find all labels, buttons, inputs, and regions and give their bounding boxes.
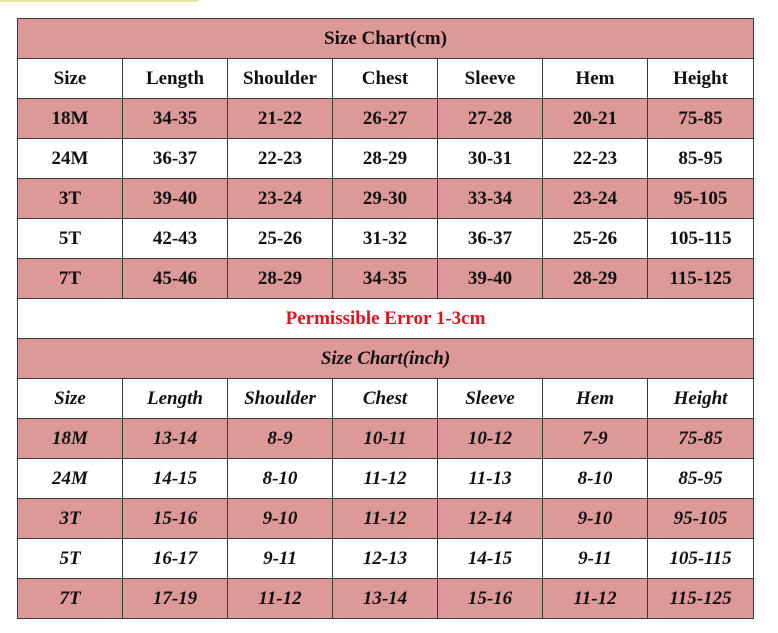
inch-header-chest: Chest xyxy=(333,379,438,419)
inch-cell-size: 3T xyxy=(18,499,123,539)
cm-cell-chest: 26-27 xyxy=(333,99,438,139)
inch-header-shoulder: Shoulder xyxy=(228,379,333,419)
cm-cell-hem: 23-24 xyxy=(543,179,648,219)
cm-cell-size: 24M xyxy=(18,139,123,179)
inch-header-size: Size xyxy=(18,379,123,419)
top-accent-line xyxy=(0,0,198,2)
cm-cell-length: 45-46 xyxy=(123,259,228,299)
cm-table-row xyxy=(18,99,754,139)
cm-cell-chest: 31-32 xyxy=(333,219,438,259)
inch-cell-chest: 10-11 xyxy=(333,419,438,459)
cm-table-row xyxy=(18,259,754,299)
inch-table-row xyxy=(18,419,754,459)
cm-header-chest: Chest xyxy=(333,59,438,99)
inch-cell-size: 5T xyxy=(18,539,123,579)
inch-cell-height: 95-105 xyxy=(648,499,754,539)
cm-table-row xyxy=(18,219,754,259)
cm-cell-sleeve: 30-31 xyxy=(438,139,543,179)
inch-cell-sleeve: 12-14 xyxy=(438,499,543,539)
inch-table-row xyxy=(18,459,754,499)
cm-cell-sleeve: 39-40 xyxy=(438,259,543,299)
inch-cell-chest: 11-12 xyxy=(333,459,438,499)
cm-cell-shoulder: 23-24 xyxy=(228,179,333,219)
inch-cell-hem: 8-10 xyxy=(543,459,648,499)
cm-cell-height: 105-115 xyxy=(648,219,754,259)
inch-cell-chest: 11-12 xyxy=(333,499,438,539)
cm-header-length: Length xyxy=(123,59,228,99)
inch-cell-shoulder: 8-9 xyxy=(228,419,333,459)
cm-header-shoulder: Shoulder xyxy=(228,59,333,99)
cm-table-row xyxy=(18,139,754,179)
inch-cell-shoulder: 8-10 xyxy=(228,459,333,499)
cm-cell-size: 3T xyxy=(18,179,123,219)
cm-cell-sleeve: 33-34 xyxy=(438,179,543,219)
cm-cell-hem: 28-29 xyxy=(543,259,648,299)
inch-cell-length: 14-15 xyxy=(123,459,228,499)
inch-cell-size: 24M xyxy=(18,459,123,499)
inch-cell-sleeve: 11-13 xyxy=(438,459,543,499)
inch-cell-size: 18M xyxy=(18,419,123,459)
cm-cell-hem: 20-21 xyxy=(543,99,648,139)
cm-header-sleeve: Sleeve xyxy=(438,59,543,99)
cm-cell-chest: 28-29 xyxy=(333,139,438,179)
inch-cell-chest: 12-13 xyxy=(333,539,438,579)
inch-cell-height: 85-95 xyxy=(648,459,754,499)
inch-header-sleeve: Sleeve xyxy=(438,379,543,419)
inch-cell-height: 105-115 xyxy=(648,539,754,579)
cm-cell-height: 85-95 xyxy=(648,139,754,179)
inch-table-row xyxy=(18,579,754,619)
inch-cell-length: 16-17 xyxy=(123,539,228,579)
inch-cell-chest: 13-14 xyxy=(333,579,438,619)
inch-cell-hem: 9-11 xyxy=(543,539,648,579)
cm-cell-hem: 25-26 xyxy=(543,219,648,259)
inch-header-length: Length xyxy=(123,379,228,419)
cm-cell-length: 39-40 xyxy=(123,179,228,219)
cm-table-row xyxy=(18,179,754,219)
permissible-error-note-row xyxy=(18,299,754,339)
cm-header-row xyxy=(18,59,754,99)
inch-cell-shoulder: 9-10 xyxy=(228,499,333,539)
cm-cell-length: 42-43 xyxy=(123,219,228,259)
cm-cell-size: 5T xyxy=(18,219,123,259)
cm-cell-sleeve: 27-28 xyxy=(438,99,543,139)
cm-cell-shoulder: 21-22 xyxy=(228,99,333,139)
inch-table-row xyxy=(18,499,754,539)
inch-cell-length: 13-14 xyxy=(123,419,228,459)
cm-cell-size: 7T xyxy=(18,259,123,299)
cm-cell-height: 115-125 xyxy=(648,259,754,299)
cm-chart-title-row xyxy=(18,19,754,59)
cm-cell-size: 18M xyxy=(18,99,123,139)
inch-cell-hem: 11-12 xyxy=(543,579,648,619)
inch-cell-height: 115-125 xyxy=(648,579,754,619)
cm-cell-shoulder: 25-26 xyxy=(228,219,333,259)
inch-cell-length: 15-16 xyxy=(123,499,228,539)
size-chart-table xyxy=(17,18,754,619)
inch-cell-size: 7T xyxy=(18,579,123,619)
inch-cell-sleeve: 15-16 xyxy=(438,579,543,619)
inch-cell-height: 75-85 xyxy=(648,419,754,459)
cm-header-hem: Hem xyxy=(543,59,648,99)
cm-cell-shoulder: 28-29 xyxy=(228,259,333,299)
cm-cell-length: 34-35 xyxy=(123,99,228,139)
inch-header-hem: Hem xyxy=(543,379,648,419)
inch-cell-shoulder: 9-11 xyxy=(228,539,333,579)
inch-cell-sleeve: 10-12 xyxy=(438,419,543,459)
inch-cell-hem: 9-10 xyxy=(543,499,648,539)
cm-cell-height: 95-105 xyxy=(648,179,754,219)
inch-cell-length: 17-19 xyxy=(123,579,228,619)
cm-cell-shoulder: 22-23 xyxy=(228,139,333,179)
cm-header-height: Height xyxy=(648,59,754,99)
inch-cell-sleeve: 14-15 xyxy=(438,539,543,579)
cm-header-size: Size xyxy=(18,59,123,99)
inch-chart-title-row xyxy=(18,339,754,379)
inch-header-height: Height xyxy=(648,379,754,419)
inch-cell-hem: 7-9 xyxy=(543,419,648,459)
cm-cell-chest: 34-35 xyxy=(333,259,438,299)
cm-cell-length: 36-37 xyxy=(123,139,228,179)
inch-chart-title: Size Chart(inch) xyxy=(18,339,754,379)
inch-header-row xyxy=(18,379,754,419)
inch-table-row xyxy=(18,539,754,579)
cm-cell-hem: 22-23 xyxy=(543,139,648,179)
cm-cell-sleeve: 36-37 xyxy=(438,219,543,259)
permissible-error-note: Permissible Error 1-3cm xyxy=(18,299,754,339)
inch-cell-shoulder: 11-12 xyxy=(228,579,333,619)
cm-cell-chest: 29-30 xyxy=(333,179,438,219)
cm-chart-title: Size Chart(cm) xyxy=(18,19,754,59)
cm-cell-height: 75-85 xyxy=(648,99,754,139)
